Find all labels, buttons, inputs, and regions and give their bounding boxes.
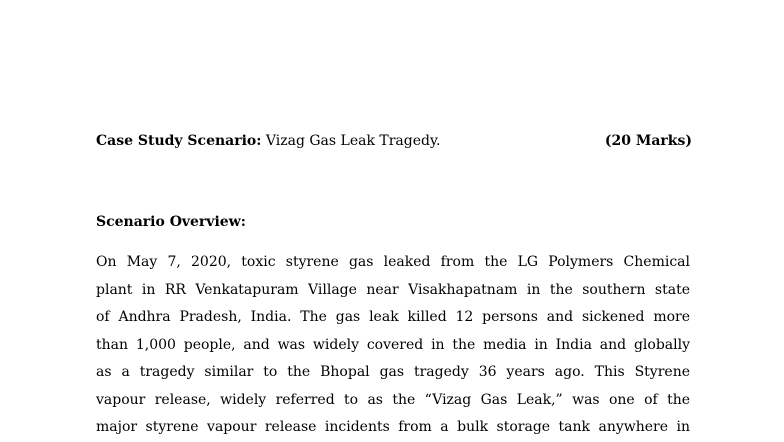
paragraph-line: than 1,000 people, and was widely covered in the media in India and globally xyxy=(96,336,690,353)
title-text: Vizag Gas Leak Tragedy. xyxy=(265,133,441,149)
marks-label: (20 Marks) xyxy=(604,133,692,149)
paragraph-line: On May 7, 2020, toxic styrene gas leaked from the LG Polymers Chemical xyxy=(96,254,690,270)
title-label: Case Study Scenario: xyxy=(96,133,262,149)
paragraph-line: vapour release, widely referred to as the “Vizag Gas Leak,” was one of the xyxy=(96,391,690,408)
scenario-paragraph xyxy=(96,249,690,442)
paragraph-line: plant in RR Venkatapuram Village near Visakhapatnam in the southern state xyxy=(96,281,690,298)
case-study-title xyxy=(96,131,692,151)
paragraph-line: major styrene vapour release incidents from a bulk storage tank anywhere in xyxy=(96,419,690,435)
paragraph-line: as a tragedy similar to the Bhopal gas tragedy 36 years ago. This Styrene xyxy=(96,364,690,380)
paragraph-line: of Andhra Pradesh, India. The gas leak killed 12 persons and sickened more xyxy=(96,309,690,325)
section-heading: Scenario Overview: xyxy=(96,214,246,230)
